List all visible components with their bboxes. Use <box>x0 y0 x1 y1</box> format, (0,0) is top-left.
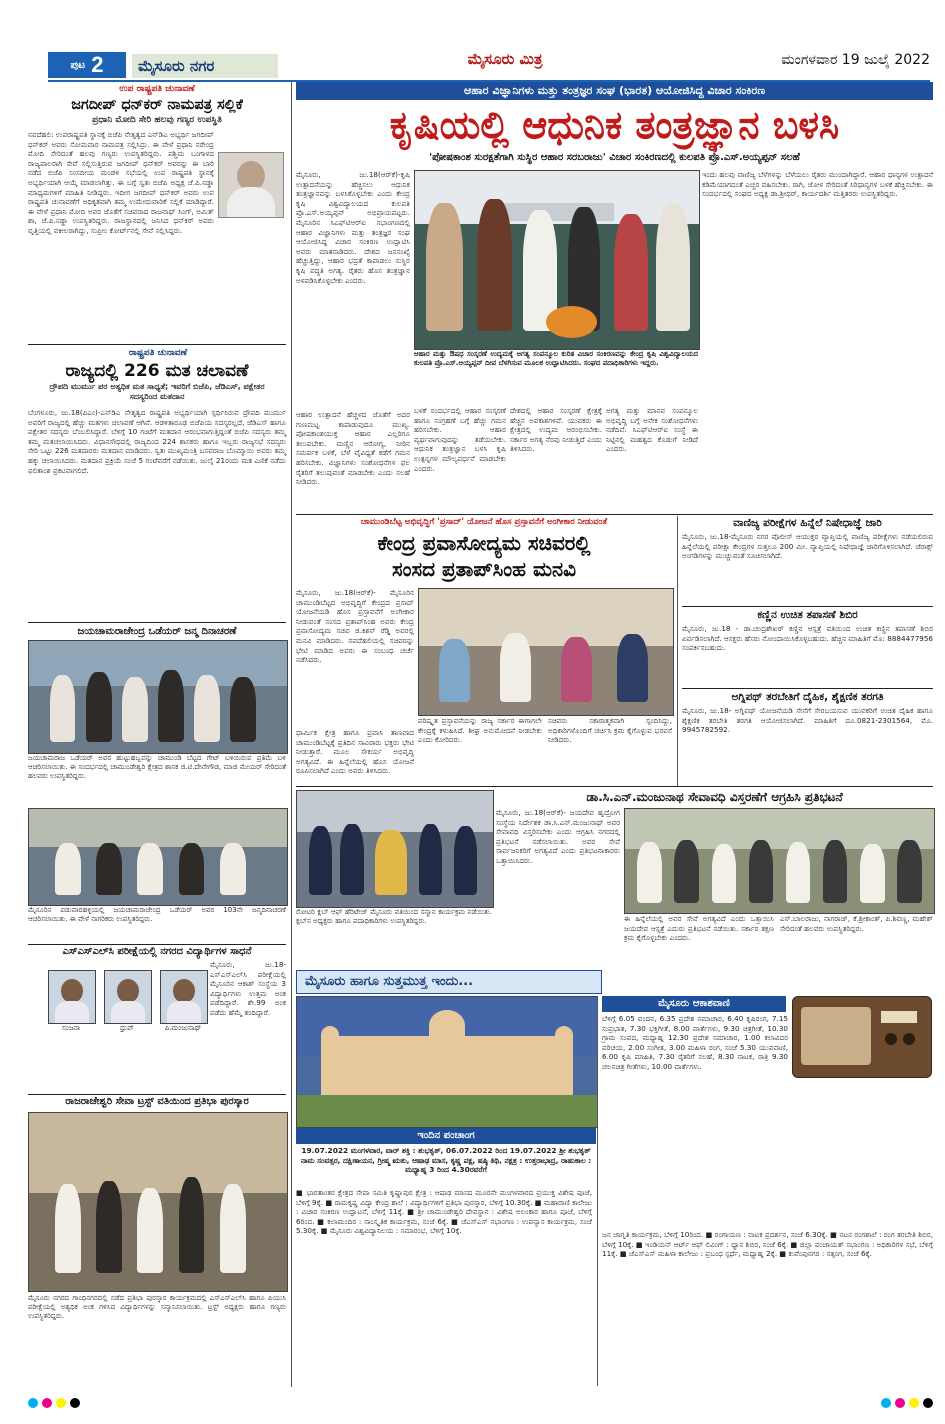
vp-portrait <box>218 152 284 218</box>
radio-title: ಮೈಸೂರು ಆಕಾಶವಾಣಿ <box>602 996 786 1012</box>
agni-headline: ಅಗ್ನಿಪಥ್ ತರಬೇತಿಗೆ ದೈಹಿಕ, ಶೈಕ್ಷಣಿಕ ತರಗತಿ <box>731 691 884 703</box>
divider <box>28 344 286 345</box>
radio-text: ಬೆಳಿಗ್ಗೆ 6.05 ವಂದನ, 6.35 ಪ್ರದೇಶ ಸಮಾಚಾರ, 6.40 ಕೃಷಿರಂಗ, 7.15 ಸುಪ್ರಭಾತ, 7.30 ಭಕ್ತಿಗೀತೆ, 8.00 ವಾರ್ತೆಗಳು, 9.30 ಚಿತ್ರಗೀತೆ, 10.30 ಗ್ರಾಮ ಸಂಪದ, ಮಧ್ಯಾಹ್ನ 12.30 ಪ್ರದೇಶ ಸಮಾಚಾರ, 1.00 ಕಲಾವಿದರ ಪರಿಚಯ, 2.00 ಸಂಗೀತ, 3.00 ಮಹಿಳಾ ರಂಗ, ಸಂಜೆ 5.30 ಯುವವಾಣಿ, 6.00 ಕೃಷಿ ಮಾಹಿತಿ, 7.30 ರೈತರಿಗೆ ಸಲಹೆ, 8.30 ನಾಟಕ, ರಾತ್ರಿ 9.30 ಚಲನಚಿತ್ರ ಗೀತೆಗಳು, 10.00 ವಾರ್ತೆಗಳು. <box>602 1014 788 1071</box>
tourism-headline-1: ಕೇಂದ್ರ ಪ್ರವಾಸೋದ್ಯಮ ಸಚಿವರಲ್ಲಿ <box>377 531 591 555</box>
lead-headline: ಕೃಷಿಯಲ್ಲಿ ಆಧುನಿಕ ತಂತ್ರಜ್ಞಾನ ಬಳಸಿ <box>389 103 840 147</box>
lead-photo-caption: ಆಹಾರ ಮತ್ತು ಔಷಧ ಸಂಸ್ಕರಣೆ ಉದ್ಯಮಕ್ಕೆ ಅಗತ್ಯ ಸಂಪನ್ಮೂಲ ಕುರಿತ ವಿಚಾರ ಸಂಕಿರಣವನ್ನು ಕೇಂದ್ರ ಕೃಷಿ ವಿಶ್ವವಿದ್ಯಾಲಯದ ಕುಲಪತಿ ಪ್ರೊ.ಎಸ್.ಅಯ್ಯಪ್ಪನ್ ದೀಪ ಬೆಳಗಿಸುವ ಮೂಲಕ ಉದ್ಘಾಟಿಸಿದರು. ಸಂಘದ ಪದಾಧಿಕಾರಿಗಳು ಇದ್ದರು. <box>414 350 698 367</box>
rotary-photo <box>296 790 494 908</box>
section-name: ಮೈಸೂರು ನಗರ <box>132 54 278 78</box>
lead-col-2: ಆಹಾರ ಉತ್ಪಾದನೆ ಹೆಚ್ಚಳದ ಜೊತೆಗೆ ಅದರ ಗುಣಮಟ್ಟ ಕಾಪಾಡುವುದೂ ಮುಖ್ಯ. ಪೋಷಕಾಂಶಯುಕ್ತ ಆಹಾರ ಎಲ್ಲರಿಗೂ ತಲುಪಬೇಕು. ಮಣ್ಣಿನ ಆರೋಗ್ಯ, ನೀರಿನ ಸಮರ್ಪಕ ಬಳಕೆ, ಬೆಳೆ ವೈವಿಧ್ಯತೆ ಕಡೆಗೆ ಗಮನ ಹರಿಸಬೇಕು. ವಿಜ್ಞಾನಿಗಳು ಸಂಶೋಧನೆಗಳ ಫಲ ರೈತರಿಗೆ ತಲುಪುವಂತೆ ಮಾಡಬೇಕು ಎಂದು ಸಲಹೆ ನೀಡಿದರು. <box>296 410 410 487</box>
divider <box>682 606 933 607</box>
rr-photo <box>28 1112 288 1292</box>
divider <box>682 688 933 689</box>
lead-col-6: ಇಂದು ಹಲವು ವಾಣಿಜ್ಯ ಬೆಳೆಗಳನ್ನು ಬೆಳೆಯಲು ರೈತರು ಮುಂದಾಗಿದ್ದಾರೆ. ಆಹಾರ ಧಾನ್ಯಗಳ ಉತ್ಪಾದನೆ ಕಡಿಮೆಯಾಗದಂತೆ ಎಚ್ಚರ ವಹಿಸಬೇಕು. ರಾಗಿ, ಜೋಳ ಸೇರಿದಂತೆ ಸಿರಿಧಾನ್ಯಗಳ ಬಳಕೆ ಹೆಚ್ಚಿಸಬೇಕು. ಈ ಸಂದರ್ಭದಲ್ಲಿ ಸಂಘದ ಅಧ್ಯಕ್ಷ ಡಾ.ಶ್ರೀಧರ್, ಕಾರ್ಯದರ್ಶಿ ಮತ್ತಿತರರು ಉಪಸ್ಥಿತರಿದ್ದರು. <box>702 170 933 199</box>
column-rule <box>291 82 292 1387</box>
events-right: ಜನ ಜಾಗೃತಿ ಕಾರ್ಯಕ್ರಮ, ಬೆಳಿಗ್ಗೆ 10ರಿಂದ. ■ ರಂಗಾಯಣ : ನಾಟಕ ಪ್ರದರ್ಶನ, ಸಂಜೆ 6.30ಕ್ಕೆ. ■ ನಟನ ರಂಗಶಾಲೆ : ರಂಗ ತರಬೇತಿ ಶಿಬಿರ, ಬೆಳಿಗ್ಗೆ 10ಕ್ಕೆ. ■ ಇಂಡಿಯನ್ ಆರ್ಟ್ ಆಫ್ ಲಿವಿಂಗ್ : ಧ್ಯಾನ ಶಿಬಿರ, ಸಂಜೆ 6ಕ್ಕೆ. ■ ಜಿಲ್ಲಾ ಪಂಚಾಯತ್ ಸಭಾಂಗಣ : ಅಧಿಕಾರಿಗಳ ಸಭೆ, ಬೆಳಿಗ್ಗೆ 11ಕ್ಕೆ. ■ ಜೆಎಸ್‌ಎಸ್ ಮಹಿಳಾ ಕಾಲೇಜು : ಪ್ರಬಂಧ ಸ್ಪರ್ಧೆ, ಮಧ್ಯಾಹ್ನ 2ಕ್ಕೆ. ■ ಕುವೆಂಪುನಗರ : ಸತ್ಸಂಗ, ಸಂಜೆ 6ಕ್ಕೆ. <box>602 1230 933 1259</box>
lead-banner: ಆಹಾರ ವಿಜ್ಞಾನಿಗಳು ಮತ್ತು ತಂತ್ರಜ್ಞರ ಸಂಘ (ಭಾರತ) ಆಯೋಜಿಸಿದ್ದ ವಿಚಾರ ಸಂಕಿರಣ <box>296 82 933 100</box>
rotary-caption: ರೋಟರಿ ಕ್ಲಬ್ ಆಫ್ ಹೆರಿಟೇಜ್ ಮೈಸೂರು ವತಿಯಿಂದ ಸನ್ಮಾನ ಕಾರ್ಯಕ್ರಮ ನಡೆಯಿತು. ಕ್ಲಬ್‌ನ ಅಧ್ಯಕ್ಷರು ಹಾಗೂ ಪದಾಧಿಕಾರಿಗಳು ಉಪಸ್ಥಿತರಿದ್ದರು. <box>296 908 492 925</box>
vp-headline: ಜಗದೀಪ್ ಧನ್‌ಕರ್ ನಾಮಪತ್ರ ಸಲ್ಲಿಕೆ <box>71 97 243 113</box>
student-photo-2 <box>104 970 152 1024</box>
jcr-photo-1 <box>28 640 288 754</box>
manju-headline: ಡಾ.ಸಿ.ಎನ್.ಮಂಜುನಾಥ ಸೇವಾವಧಿ ವಿಸ್ತರಣೆಗೆ ಆಗ್ರಹಿಸಿ ಪ್ರತಿಭಟನೆ <box>586 790 843 804</box>
student-photo-1 <box>48 970 96 1024</box>
vp-subhead: ಪ್ರಧಾನಿ ಮೋದಿ ಸೇರಿ ಹಲವು ಗಣ್ಯರ ಉಪಸ್ಥಿತಿ <box>92 115 222 125</box>
jcr-photo-2 <box>28 808 288 906</box>
tourism-headline-2: ಸಂಸದ ಪ್ರತಾಪ್‌ಸಿಂಹ ಮನವಿ <box>392 557 576 581</box>
pres-body: ಬೆಂಗಳೂರು, ಜು.18(ಪಿಎಂ)-ಎನ್‌ಡಿಎ ನೇತೃತ್ವದ ರಾಷ್ಟ್ರಪತಿ ಅಭ್ಯರ್ಥಿಯಾಗಿ ಸ್ಪರ್ಧಿಸಿರುವ ದ್ರೌಪದಿ ಮುರ್ಮು ಅವರಿಗೆ ರಾಜ್ಯದಲ್ಲಿ ಹೆಚ್ಚು ಮತಗಳು ಚಲಾವಣೆ ಆಗಿವೆ. ಆಡಳಿತಾರೂಢ ಬಿಜೆಪಿಯ ಸದಸ್ಯರಲ್ಲದೆ, ಜೆಡಿಎಸ್ ಹಾಗೂ ಪಕ್ಷೇತರ ಸದಸ್ಯರು ಬೆಂಬಲಿಸಿದ್ದಾರೆ. ಬೆಳಿಗ್ಗೆ 10 ಗಂಟೆಗೆ ಮತದಾನ ಆರಂಭವಾಗುತ್ತಿದ್ದಂತೆ ಬಿಜೆಪಿ ಸದಸ್ಯರು ತಮ್ಮ ತಮ್ಮ ಮತಚಲಾಯಿಸಿದರು. ವಿಧಾನಸೌಧದಲ್ಲಿ ರಾಜ್ಯದಿಂದ 224 ಶಾಸಕರು ಹಾಗೂ ಇಬ್ಬರು ರಾಜ್ಯಸಭೆ ಸದಸ್ಯರು ಸೇರಿ ಒಟ್ಟು 226 ಮತದಾರರು ಮತದಾನ ಮಾಡಿದರು. ಸ್ವತಃ ಮುಖ್ಯಮಂತ್ರಿ ಬಸವರಾಜ ಬೊಮ್ಮಾಯಿ ಅವರು ತಮ್ಮ ಹಕ್ಕು ಚಲಾಯಿಸಿದರು. ಮತದಾನ ಪ್ರಕ್ರಿಯೆ ಸಂಜೆ 5 ಗಂಟೆವರೆಗೆ ನಡೆಯಿತು. ಜುಲೈ 21ರಂದು ಮತ ಎಣಿಕೆ ನಡೆದು ಫಲಿತಾಂಶ ಪ್ರಕಟವಾಗಲಿದೆ. <box>28 408 286 475</box>
page-number: 2 <box>91 52 104 77</box>
manju-col-1: ಮೈಸೂರು, ಜು.18(ಆರ್‌ಕೆ)- ಜಯದೇವ ಹೃದ್ರೋಗ ಸಂಸ್ಥೆಯ ನಿರ್ದೇಶಕ ಡಾ.ಸಿ.ಎನ್.ಮಂಜುನಾಥ್ ಅವರ ಸೇವಾವಧಿ ವಿಸ್ತರಿಸಬೇಕು ಎಂದು ಆಗ್ರಹಿಸಿ ನಗರದಲ್ಲಿ ಪ್ರತಿಭಟನೆ ನಡೆಸಲಾಯಿತು. ಅವರ ಸೇವೆ ಸಾರ್ವಜನಿಕರಿಗೆ ಅಗತ್ಯವಿದೆ ಎಂದು ಪ್ರತಿಭಟನಾಕಾರರು ಒತ್ತಾಯಿಸಿದರು. <box>496 808 620 865</box>
divider <box>28 944 286 945</box>
lead-col-1: ಮೈಸೂರು, ಜು.18(ಆರ್‌ಕೆ)-ಕೃಷಿ ಉತ್ಪಾದನೆಯನ್ನು ಹೆಚ್ಚಿಸಲು ಆಧುನಿಕ ತಂತ್ರಜ್ಞಾನವನ್ನು ಬಳಸಿಕೊಳ್ಳಬೇಕು ಎಂದು ಕೇಂದ್ರ ಕೃಷಿ ವಿಶ್ವವಿದ್ಯಾಲಯದ ಕುಲಪತಿ ಪ್ರೊ.ಎಸ್.ಅಯ್ಯಪ್ಪನ್ ಅಭಿಪ್ರಾಯಪಟ್ಟರು. ಮೈಸೂರಿನ ಸಿಎಫ್‌ಟಿಆರ್‌ಐ ಸಭಾಂಗಣದಲ್ಲಿ ಆಹಾರ ವಿಜ್ಞಾನಿಗಳು ಮತ್ತು ತಂತ್ರಜ್ಞರ ಸಂಘ ಆಯೋಜಿಸಿದ್ದ ವಿಚಾರ ಸಂಕಿರಣ ಉದ್ಘಾಟಿಸಿ ಅವರು ಮಾತನಾಡಿದರು. ದೇಶದ ಜನಸಂಖ್ಯೆ ಹೆಚ್ಚುತ್ತಿದ್ದು, ಆಹಾರ ಭದ್ರತೆ ಕಾಪಾಡಲು ಸುಸ್ಥಿರ ಕೃಷಿ ಪದ್ಧತಿ ಅಗತ್ಯ. ರೈತರು ಹೊಸ ತಂತ್ರಜ್ಞಾನ ಅಳವಡಿಸಿಕೊಳ್ಳಬೇಕು ಎಂದರು. <box>296 170 410 285</box>
jcr-caption-2: ಮೈಸೂರಿನ ಪಡುವಾರಹಳ್ಳಿಯಲ್ಲಿ ಜಯಚಾಮರಾಜೇಂದ್ರ ಒಡೆಯರ್ ಅವರ 103ನೇ ಜನ್ಮದಿನಾಚರಣೆ ಆಚರಿಸಲಾಯಿತು. ಈ ವೇಳೆ ನಾಗರಿಕರು ಉಪಸ್ಥಿತರಿದ್ದರು. <box>28 906 286 923</box>
student-photo-3 <box>160 970 208 1024</box>
vp-body-cont <box>28 220 286 340</box>
protest-photo <box>624 808 935 914</box>
divider <box>296 514 933 515</box>
manju-col-2: ಈ ಹಿನ್ನೆಲೆಯಲ್ಲಿ ಅವರ ಸೇವೆ ಅಗತ್ಯವಿದೆ ಎಂದು ಒತ್ತಾಯಿಸಿ ಜಯದೇವ ಆಸ್ಪತ್ರೆ ಎದುರು ಪ್ರತಿಭಟನೆ ನಡೆಯಿತು. ಸರ್ಕಾರ ತಕ್ಷಣ ಕ್ರಮ ಕೈಗೊಳ್ಳಬೇಕು ಎಂದರು. <box>624 914 774 943</box>
rr-headline: ರಾಜರಾಜೇಶ್ವರಿ ಸೇವಾ ಟ್ರಸ್ಟ್ ವತಿಯಿಂದ ಪ್ರತಿಭಾ ಪುರಸ್ಕಾರ <box>65 1096 249 1107</box>
student-name-3: ಪಿ.ಮಂಜುನಾಥ್ <box>164 1024 202 1032</box>
column-rule <box>597 996 598 1386</box>
student-name-1: ಸಂಜನಾ <box>62 1024 80 1032</box>
lead-subhead: 'ಪೋಷಕಾಂಶ ಸುರಕ್ಷತೆಗಾಗಿ ಸುಸ್ಥಿರ ಆಹಾರ ಸರಬರಾಜು' ವಿಚಾರ ಸಂಕಿರಣದಲ್ಲಿ ಕುಲಪತಿ ಪ್ರೊ.ಎಸ್.ಅಯ್ಯಪ್ಪನ್ ಸಲಹೆ <box>429 152 800 163</box>
page-label: ಪುಟ <box>70 59 86 71</box>
page-number-badge <box>48 52 126 78</box>
vp-body: ನವದೆಹಲಿ: ಉಪರಾಷ್ಟ್ರಪತಿ ಸ್ಥಾನಕ್ಕೆ ಬಿಜೆಪಿ ನೇತೃತ್ವದ ಎನ್‌ಡಿಎ ಅಭ್ಯರ್ಥಿ ಜಗದೀಪ್ ಧನ್‌ಕರ್ ಅವರು ಸೋಮವಾರ ನಾಮಪತ್ರ ಸಲ್ಲಿಸಿದ್ರು. ಈ ವೇಳೆ ಪ್ರಧಾನಿ ನರೇಂದ್ರ ಮೋದಿ ಸೇರಿದಂತೆ ಹಲವು ಗಣ್ಯರು ಉಪಸ್ಥಿತರಿದ್ದರು. ಪಶ್ಚಿಮ ಬಂಗಾಳದ ರಾಜ್ಯಪಾಲರಾಗಿ ಸೇವೆ ಸಲ್ಲಿಸುತ್ತಿರುವ ಜಗದೀಪ್ ಧನ್‌ಕರ್ ಅವರನ್ನು ಈ ಬಾರಿ ನಡೆದ ಬಿಜೆಪಿ ಸಂಸದೀಯ ಮಂಡಳಿ ಸಭೆಯಲ್ಲಿ ಉಪ ರಾಷ್ಟ್ರಪತಿ ಸ್ಥಾನಕ್ಕೆ ಅಭ್ಯರ್ಥಿಯಾಗಿ ಆಯ್ಕೆ ಮಾಡಲಾಗಿತ್ತು. ಈ ಬಗ್ಗೆ ಸ್ವತಃ ಬಿಜೆಪಿ ಅಧ್ಯಕ್ಷ ಜೆ.ಪಿ.ನಡ್ಡಾ ಮಾಧ್ಯಮಗಳಿಗೆ ಮಾಹಿತಿ ನೀಡಿದ್ದರು. ಇದೀಗ ಜಗದೀಪ್ ಧನ್‌ಕರ್ ಅವರು ಉಪ ರಾಷ್ಟ್ರಪತಿ ಚುನಾವಣೆಗೆ ಅಧಿಕೃತವಾಗಿ ತಮ್ಮ ಉಮೇದುವಾರಿಕೆ ಸಲ್ಲಿಕೆ ಮಾಡಿದ್ದಾರೆ. ಈ ವೇಳೆ ಪ್ರಧಾನಿ ಮೋದಿ ಅವರ ಜೊತೆಗೆ ಸಚಿವರಾದ ರಾಜನಾಥ್ ಸಿಂಗ್, ಅಮಿತ್ ಶಾ, ಜೆ.ಪಿ.ನಡ್ಡಾ ಉಪಸ್ಥಿತರಿದ್ದರು. ರಾಜಸ್ಥಾನದಲ್ಲಿ ಜನಿಸಿದ ಧನ್‌ಕರ್ ಅವರು ವೃತ್ತಿಯಲ್ಲಿ ವಕೀಲರಾಗಿದ್ದು, ಸುಪ್ರೀಂ ಕೋರ್ಟ್‌ನಲ್ಲಿ ಸೇವೆ ಸಲ್ಲಿಸಿದ್ದರು. <box>28 130 214 235</box>
palace-photo <box>296 996 598 1128</box>
lead-col-5: ಅಗತ್ಯ ಮತ್ತು ಮಾನವ ಸಂಪನ್ಮೂಲ ಅಭಿವೃದ್ಧಿ ಬಗ್ಗೆ ಅನೇಕ ಸಂಶೋಧನೆಗಳು ನಡೆದಿವೆ. ಸಿಎಫ್‌ಟಿಆರ್‌ಐ ಸಂಸ್ಥೆ ಈ ನಿಟ್ಟಿನಲ್ಲಿ ಮಹತ್ವದ ಕೊಡುಗೆ ನೀಡಿದೆ ಎಂದರು. <box>606 406 698 454</box>
lead-col-4: ದೇಶದಲ್ಲಿ ಆಹಾರ ಸಂಸ್ಕರಣೆ ಕ್ಷೇತ್ರಕ್ಕೆ ಹೆಚ್ಚಿನ ಅವಕಾಶಗಳಿವೆ. ಯುವಕರು ಈ ಕ್ಷೇತ್ರದಲ್ಲಿ ಉದ್ಯಮ ಆರಂಭಿಸಬೇಕು. ಸರ್ಕಾರ ಅಗತ್ಯ ನೆರವು ನೀಡುತ್ತಿದೆ ಎಂದು ತಿಳಿಸಿದರು. <box>510 406 602 454</box>
agni-body: ಮೈಸೂರು, ಜು.18- ಅಗ್ನಿಪಥ್ ಯೋಜನೆಯಡಿ ಸೇನೆಗೆ ಸೇರಬಯಸುವ ಯುವಕರಿಗೆ ಉಚಿತ ದೈಹಿಕ ಹಾಗೂ ಶೈಕ್ಷಣಿಕ ತರಬೇತಿ ತರಗತಿ ಆಯೋಜಿಸಲಾಗಿದೆ. ಮಾಹಿತಿಗೆ ದೂ.0821-2301564, ಮೊ. 9945782592. <box>682 706 933 735</box>
sslc-body: ಮೈಸೂರು, ಜು.18- ಎಸ್‌ಎಸ್‌ಎಲ್‌ಸಿ ಪರೀಕ್ಷೆಯಲ್ಲಿ ಮೈಸೂರಿನ ಆಕಾಶ್ ಸಂಸ್ಥೆಯ 3 ವಿದ್ಯಾರ್ಥಿಗಳು ಉತ್ತಮ ಅಂಕ ಪಡೆದಿದ್ದಾರೆ. ಶೇ.99 ಅಂಕ ಪಡೆದು ಹೆಮ್ಮೆ ತಂದಿದ್ದಾರೆ. <box>210 960 286 1017</box>
panchanga-title: ಇಂದಿನ ಪಂಚಾಂಗ <box>296 1128 596 1144</box>
column-rule <box>677 516 678 786</box>
rr-caption: ಮೈಸೂರು ನಗರದ ಗಾಂಧಿನಗರದಲ್ಲಿ ನಡೆದ ಪ್ರತಿಭಾ ಪುರಸ್ಕಾರ ಕಾರ್ಯಕ್ರಮದಲ್ಲಿ ಎಸ್‌ಎಸ್‌ಎಲ್‌ಸಿ ಹಾಗೂ ಪಿಯುಸಿ ಪರೀಕ್ಷೆಯಲ್ಲಿ ಅತ್ಯಧಿಕ ಅಂಕ ಗಳಿಸಿದ ವಿದ್ಯಾರ್ಥಿಗಳನ್ನು ಸನ್ಮಾನಿಸಲಾಯಿತು. ಟ್ರಸ್ಟ್ ಅಧ್ಯಕ್ಷರು ಹಾಗೂ ಗಣ್ಯರು ಉಪಸ್ಥಿತರಿದ್ದರು. <box>28 1294 286 1320</box>
sslc-body-cont <box>28 1036 286 1092</box>
divider <box>28 1094 286 1095</box>
eye-body: ಮೈಸೂರು, ಜು.18 - ಡಾ.ಚಂದ್ರಶೇಖರ್ ಕಣ್ಣಿನ ಆಸ್ಪತ್ರೆ ವತಿಯಿಂದ ಉಚಿತ ಕಣ್ಣಿನ ತಪಾಸಣೆ ಶಿಬಿರ ಏರ್ಪಡಿಸಲಾಗಿದೆ. ಆಸಕ್ತರು ಹೆಸರು ನೋಂದಾಯಿಸಿಕೊಳ್ಳಬಹುದು. ಹೆಚ್ಚಿನ ಮಾಹಿತಿಗೆ ಮೊ: 8884477956 ಸಂಪರ್ಕಿಸಬಹುದು. <box>682 624 933 653</box>
vp-kicker: ಉಪ ರಾಷ್ಟ್ರಪತಿ ಚುನಾವಣೆ <box>119 84 195 94</box>
tourism-col-2: ಧಾರ್ಮಿಕ ಕ್ಷೇತ್ರ ಹಾಗೂ ಪ್ರವಾಸಿ ತಾಣವಾದ ಚಾಮುಂಡಿಬೆಟ್ಟಕ್ಕೆ ಪ್ರತಿದಿನ ಸಾವಿರಾರು ಭಕ್ತರು ಭೇಟಿ ನೀಡುತ್ತಾರೆ. ಮೂಲ ಸೌಕರ್ಯ ಅಭಿವೃದ್ಧಿ ಅಗತ್ಯವಿದೆ. ಈ ಹಿನ್ನೆಲೆಯಲ್ಲಿ ಹೊಸ ಯೋಜನೆ ರೂಪಿಸಲಾಗಿದೆ ಎಂದು ಅವರು ತಿಳಿಸಿದರು. <box>296 728 414 776</box>
paper-name: ಮೈಸೂರು ಮಿತ್ರ <box>467 50 543 68</box>
jcr-headline: ಜಯಚಾಮರಾಜೇಂದ್ರ ಒಡೆಯರ್ ಜನ್ಮ ದಿನಾಚರಣೆ <box>77 626 237 637</box>
divider <box>28 622 286 623</box>
tourism-photo <box>418 588 674 716</box>
trade-body: ಮೈಸೂರು, ಜು.18-ಮೈಸೂರು ನಗರ ಪೊಲೀಸ್ ಆಯುಕ್ತರ ವ್ಯಾಪ್ತಿಯಲ್ಲಿ ವಾಣಿಜ್ಯ ಪರೀಕ್ಷೆಗಳು ನಡೆಯಲಿರುವ ಹಿನ್ನೆಲೆಯಲ್ಲಿ ಪರೀಕ್ಷಾ ಕೇಂದ್ರಗಳ ಸುತ್ತಲೂ 200 ಮೀ. ವ್ಯಾಪ್ತಿಯಲ್ಲಿ ನಿಷೇಧಾಜ್ಞೆ ಜಾರಿಗೊಳಿಸಲಾಗಿದೆ. ಜೆರಾಕ್ಸ್ ಅಂಗಡಿಗಳನ್ನು ಮುಚ್ಚುವಂತೆ ಸೂಚಿಸಲಾಗಿದೆ. <box>682 532 933 561</box>
radio-set-icon <box>792 996 932 1078</box>
divider <box>296 786 933 787</box>
trade-headline: ವಾಣಿಜ್ಯ ಪರೀಕ್ಷೆಗಳ ಹಿನ್ನೆಲೆ ನಿಷೇಧಾಜ್ಞೆ ಜಾರಿ <box>733 517 882 529</box>
tourism-col-4: ಸಚಿವರು ಸಕಾರಾತ್ಮಕವಾಗಿ ಸ್ಪಂದಿಸಿದ್ದು, ಅಧಿಕಾರಿಗಳೊಂದಿಗೆ ಚರ್ಚಿಸಿ ಕ್ರಮ ಕೈಗೊಳ್ಳುವ ಭರವಸೆ ನೀಡಿದರು. <box>548 716 672 745</box>
tourism-col-1: ಮೈಸೂರು, ಜು.18(ಆರ್‌ಕೆ)- ಮೈಸೂರಿನ ಚಾಮುಂಡಿಬೆಟ್ಟದ ಅಭಿವೃದ್ಧಿಗೆ ಕೇಂದ್ರದ ಪ್ರಸಾದ್ ಯೋಜನೆಯಡಿ ಹೊಸ ಪ್ರಸ್ತಾವನೆಗೆ ಅಂಗೀಕಾರ ನೀಡುವಂತೆ ಸಂಸದ ಪ್ರತಾಪ್‌ಸಿಂಹ ಅವರು ಕೇಂದ್ರ ಪ್ರವಾಸೋದ್ಯಮ ಸಚಿವ ಜಿ.ಕಿಶನ್ ರೆಡ್ಡಿ ಅವರಲ್ಲಿ ಮನವಿ ಮಾಡಿದರು. ನವದೆಹಲಿಯಲ್ಲಿ ಸಚಿವರನ್ನು ಭೇಟಿ ಮಾಡಿದ ಅವರು ಈ ಸಂಬಂಧ ಚರ್ಚೆ ನಡೆಸಿದರು. <box>296 588 414 665</box>
lead-col-3: ಬಳಕೆ ಸಂದರ್ಭದಲ್ಲಿ ಆಹಾರ ಸಂಸ್ಕರಣೆ ಹಾಗೂ ಸಂಗ್ರಹಣೆ ಬಗ್ಗೆ ಹೆಚ್ಚು ಗಮನ ಹರಿಸಬೇಕು. ಆಹಾರ ವ್ಯರ್ಥವಾಗುವುದನ್ನು ತಡೆಯಬೇಕು. ಆಧುನಿಕ ತಂತ್ರಜ್ಞಾನ ಬಳಸಿ ಕೃಷಿ ಉತ್ಪನ್ನಗಳ ಮೌಲ್ಯವರ್ಧನೆ ಮಾಡಬೇಕು ಎಂದರು. <box>414 406 506 473</box>
masthead <box>0 0 945 77</box>
panchanga-text: 19.07.2022 ಮಂಗಳವಾರ, ವಾರ್ ಶಕ್ತಿ : ಶುಭಕೃತ್, 06.07.2022 ರಿಂದ 19.07.2022 ಶ್ರೀ ಶುಭಕೃತ್ ನಾಮ ಸಂವತ್ಸರ, ದಕ್ಷಿಣಾಯನ, ಗ್ರೀಷ್ಮ ಋತು, ಆಷಾಢ ಮಾಸ, ಕೃಷ್ಣ ಪಕ್ಷ, ಷಷ್ಠಿ ತಿಥಿ, ನಕ್ಷತ್ರ : ಉತ್ತರಾಭಾದ್ರ, ರಾಹುಕಾಲ : ಮಧ್ಯಾಹ್ನ 3 ರಿಂದ 4.30ರವರೆಗೆ <box>300 1146 592 1174</box>
lead-photo <box>414 170 700 350</box>
eye-headline: ಕಣ್ಣಿನ ಉಚಿತ ತಪಾಸಣೆ ಶಿಬಿರ <box>757 609 858 621</box>
date-line: ಮಂಗಳವಾರ 19 ಜುಲೈ 2022 <box>781 52 930 68</box>
student-name-2: ಧ್ರುವ್ <box>120 1024 134 1032</box>
today-banner: ಮೈಸೂರು ಹಾಗೂ ಸುತ್ತಮುತ್ತ ಇಂದು... <box>296 970 602 994</box>
jcr-caption-1: ಜಯಚಾಮರಾಜ ಒಡೆಯರ್ ಅವರ ಹುಟ್ಟುಹಬ್ಬವನ್ನು ಚಾಮುಂಡಿ ಬೆಟ್ಟದ ಗೇಟ್ ಬಳಿಯಿರುವ ಪ್ರತಿಮೆ ಬಳಿ ಆಚರಿಸಲಾಯಿತು. ಈ ಸಂದರ್ಭದಲ್ಲಿ ಚಾಮುಂಡೇಶ್ವರಿ ಕ್ಷೇತ್ರದ ಶಾಸಕ ಜಿ.ಟಿ.ದೇವೇಗೌಡ, ಮಾಜಿ ಮೇಯರ್ ಸೇರಿದಂತೆ ಹಲವರು ಉಪಸ್ಥಿತರಿದ್ದರು. <box>28 754 286 780</box>
tourism-col-3: ಪರಿಷ್ಕೃತ ಪ್ರಸ್ತಾವನೆಯನ್ನು ರಾಜ್ಯ ಸರ್ಕಾರ ಈಗಾಗಲೇ ಕೇಂದ್ರಕ್ಕೆ ಕಳುಹಿಸಿದೆ. ಶೀಘ್ರ ಅನುಮೋದನೆ ನೀಡಬೇಕು ಎಂದು ಕೋರಿದರು. <box>418 716 542 745</box>
pres-subhead: ದ್ರೌಪದಿ ಮುರ್ಮು ಪರ ಅತ್ಯಧಿಕ ಮತ ಸಾಧ್ಯತೆ; ಇವರಿಗೆ ಬಿಜೆಪಿ, ಜೆಡಿಎಸ್, ಪಕ್ಷೇತರ ಸದಸ್ಯರಿಂದ ಮತದಾನ <box>49 382 265 401</box>
sslc-headline: ಎಸ್‌ಎಸ್‌ಎಲ್‌ಸಿ ಪರೀಕ್ಷೆಯಲ್ಲಿ ನಗರದ ವಿದ್ಯಾರ್ಥಿಗಳ ಸಾಧನೆ <box>62 946 252 957</box>
pres-kicker: ರಾಷ್ಟ್ರಪತಿ ಚುನಾವಣೆ <box>128 348 188 358</box>
tourism-kicker: ಚಾಮುಂಡಿಬೆಟ್ಟ ಅಭಿವೃದ್ಧಿಗೆ 'ಪ್ರಸಾದ್' ಯೋಜನೆ ಹೊಸ ಪ್ರಸ್ತಾವನೆಗೆ ಅಂಗೀಕಾರ ನೀಡುವಂತೆ <box>360 517 608 527</box>
registration-strip <box>28 1396 933 1410</box>
manju-col-3: ಎಸ್.ಬಾಲರಾಜು, ನಾಗರಾಜ್, ಕೆ.ಶ್ರೀಕಾಂತ್, ಪಿ.ಶಿವಣ್ಣ, ಮಹೇಶ್ ಸೇರಿದಂತೆ ಹಲವರು ಉಪಸ್ಥಿತರಿದ್ದರು. <box>780 914 933 933</box>
left-column <box>28 82 286 1387</box>
pres-headline: ರಾಜ್ಯದಲ್ಲಿ 226 ಮತ ಚಲಾವಣೆ <box>65 361 249 381</box>
events-left: ■ ಭಾರತಾಂತರ ಕ್ಷೇತ್ರದ ಸೇವಾ ಸಮಿತಿ ಕೃಷ್ಣಾಪುರ ಕ್ಷೇತ್ರ : ಆಷಾಢ ಮಾಸದ ಮೂರನೇ ಮಂಗಳವಾರದ ಪ್ರಯುಕ್ತ ವಿಶೇಷ ಪೂಜೆ, ಬೆಳಿಗ್ಗೆ 9ಕ್ಕೆ. ■ ರಾಮಕೃಷ್ಣ ವಿದ್ಯಾ ಕೇಂದ್ರ ಶಾಲೆ : ವಿದ್ಯಾರ್ಥಿಗಳಿಗೆ ಪ್ರತಿಭಾ ಪುರಸ್ಕಾರ, ಬೆಳಿಗ್ಗೆ 10.30ಕ್ಕೆ. ■ ಮಹಾರಾಣಿ ಕಾಲೇಜು : ವಿಚಾರ ಸಂಕಿರಣ ಉದ್ಘಾಟನೆ, ಬೆಳಿಗ್ಗೆ 11ಕ್ಕೆ. ■ ಶ್ರೀ ಚಾಮುಂಡೇಶ್ವರಿ ದೇವಸ್ಥಾನ : ವಿಶೇಷ ಅಲಂಕಾರ ಹಾಗೂ ಪೂಜೆ, ಬೆಳಿಗ್ಗೆ 6ರಿಂದ. ■ ಕಲಾಮಂದಿರ : ಸಾಂಸ್ಕೃತಿಕ ಕಾರ್ಯಕ್ರಮ, ಸಂಜೆ 6ಕ್ಕೆ. ■ ಜೆಎಸ್‌ಎಸ್ ಸಭಾಂಗಣ : ಉಪನ್ಯಾಸ ಕಾರ್ಯಕ್ರಮ, ಸಂಜೆ 5.30ಕ್ಕೆ. ■ ಮೈಸೂರು ವಿಶ್ವವಿದ್ಯಾನಿಲಯ : ಸಮಾರಂಭ, ಬೆಳಿಗ್ಗೆ 10ಕ್ಕೆ. <box>296 1188 592 1236</box>
